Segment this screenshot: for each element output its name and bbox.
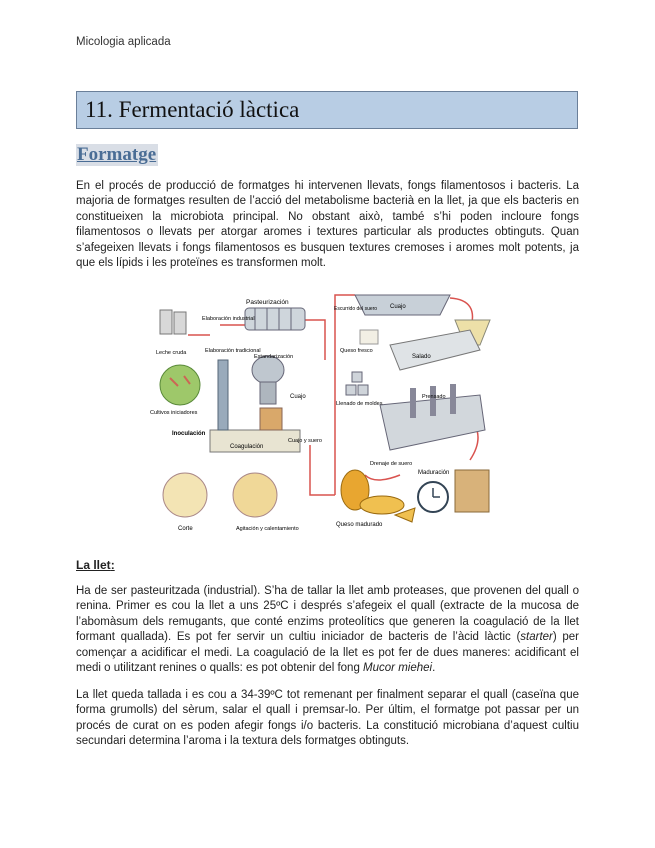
label-corte: Corte <box>178 526 193 532</box>
molds-icon <box>346 372 368 395</box>
label-salado: Salado <box>412 354 431 360</box>
label-prensado: Prensado <box>422 394 446 400</box>
stirring-icon <box>233 473 277 517</box>
fresh-cheese-icon <box>360 330 378 344</box>
section-title: Formatge <box>77 144 157 165</box>
bacteria-culture-icon <box>160 365 200 405</box>
label-llenado-moldes: Llenado de moldes <box>336 401 383 407</box>
label-agitacion: Agitación y calentamiento <box>236 526 299 532</box>
label-maduracion: Maduración <box>418 470 450 476</box>
cutting-icon <box>163 473 207 517</box>
standardizer-icon <box>252 356 284 404</box>
milk-paragraph: Ha de ser pasteuritzada (industrial). S’ha de tallar la llet amb proteases, que provenen del quall o renina. Primer es cou la llet a uns 25ºC i després s’afegeix el quall (extracte de la mucosa de l’abomàsum dels remugants, que conté enzims proteolítics que generen la coagulació de la llet formant quallada). Es pot fer servir un cultiu iniciador de bacteris de l’àcid làctic (starter) per començar a acidificar el medi. La coagulació de la llet es pot fer de dues maneres: acidificant el medi o utilitzant renines o qualls: es pot obtenir del fong Mucor miehei. <box>76 585 579 675</box>
subsection-title: La llet: <box>76 558 115 572</box>
chapter-title: 11. Fermentació làctica <box>85 97 300 122</box>
label-cuajo: Cuajo <box>290 394 306 400</box>
label-queso-fresco: Queso fresco <box>340 348 373 354</box>
label-coagulacion: Coagulación <box>230 444 264 450</box>
curd-paragraph: La llet queda tallada i es cou a 34-39ºC tot remenant per finalment separar el quall (caseïna que forma grumolls) del sèrum, salar el quall i premsar-lo. Per últim, el formatge pot passar per un procés de curat on es poden afegir fongs i/o bacteris. La constitució microbiana d’aquest cultiu secundari determina l’aroma i la textura dels formatges obtinguts. <box>76 689 579 748</box>
cheese-process-figure <box>150 290 500 552</box>
label-estandarizacion: Estandarización <box>254 354 294 360</box>
label-escurrido: Escurrido del suero <box>334 306 378 312</box>
label-elaboracion-industrial: Elaboración industrial <box>202 316 255 322</box>
label-cuajo-top: Cuajo <box>390 304 406 310</box>
label-leche-cruda: Leche cruda <box>156 350 187 356</box>
label-cuajo-suero: Cuajo y suero <box>288 438 322 444</box>
label-elaboracion-tradicional: Elaboración tradicional <box>205 348 261 354</box>
label-inoculacion: Inoculación <box>172 431 206 437</box>
ripening-shelf-icon <box>455 470 489 512</box>
cheese-process-diagram <box>150 290 500 552</box>
rennet-bucket-icon <box>260 408 282 430</box>
label-cultivos: Cultivos iniciadores <box>150 410 198 416</box>
milk-can-icon <box>160 310 186 334</box>
chapter-heading-box <box>76 91 578 129</box>
intro-paragraph: En el procés de producció de formatges hi intervenen llevats, fongs filamentosos i bacteris. La majoria de formatges resulten de l’acció del metabolisme bacterià en la llet, ja que els bacteris en constitueixen la microbiota principal. No obstant això, també s’hi poden incloure fongs filamentosos o llevats per atorgar aromes i textures particular als productes obtinguts. Quan s’afegeixen llevats i fongs filamentosos es busquen textures cremoses i aromes molt potents, ja que els lípids i les proteïnes es transformen molt. <box>76 180 579 270</box>
label-drenaje: Drenaje de suero <box>370 461 413 467</box>
label-queso-madurado: Queso madurado <box>336 522 383 528</box>
ripened-cheese-icon <box>341 470 415 522</box>
label-pasteurizacion: Pasteurización <box>246 299 289 306</box>
running-header: Micologia aplicada <box>76 36 171 48</box>
salting-conveyor-icon <box>390 330 480 370</box>
